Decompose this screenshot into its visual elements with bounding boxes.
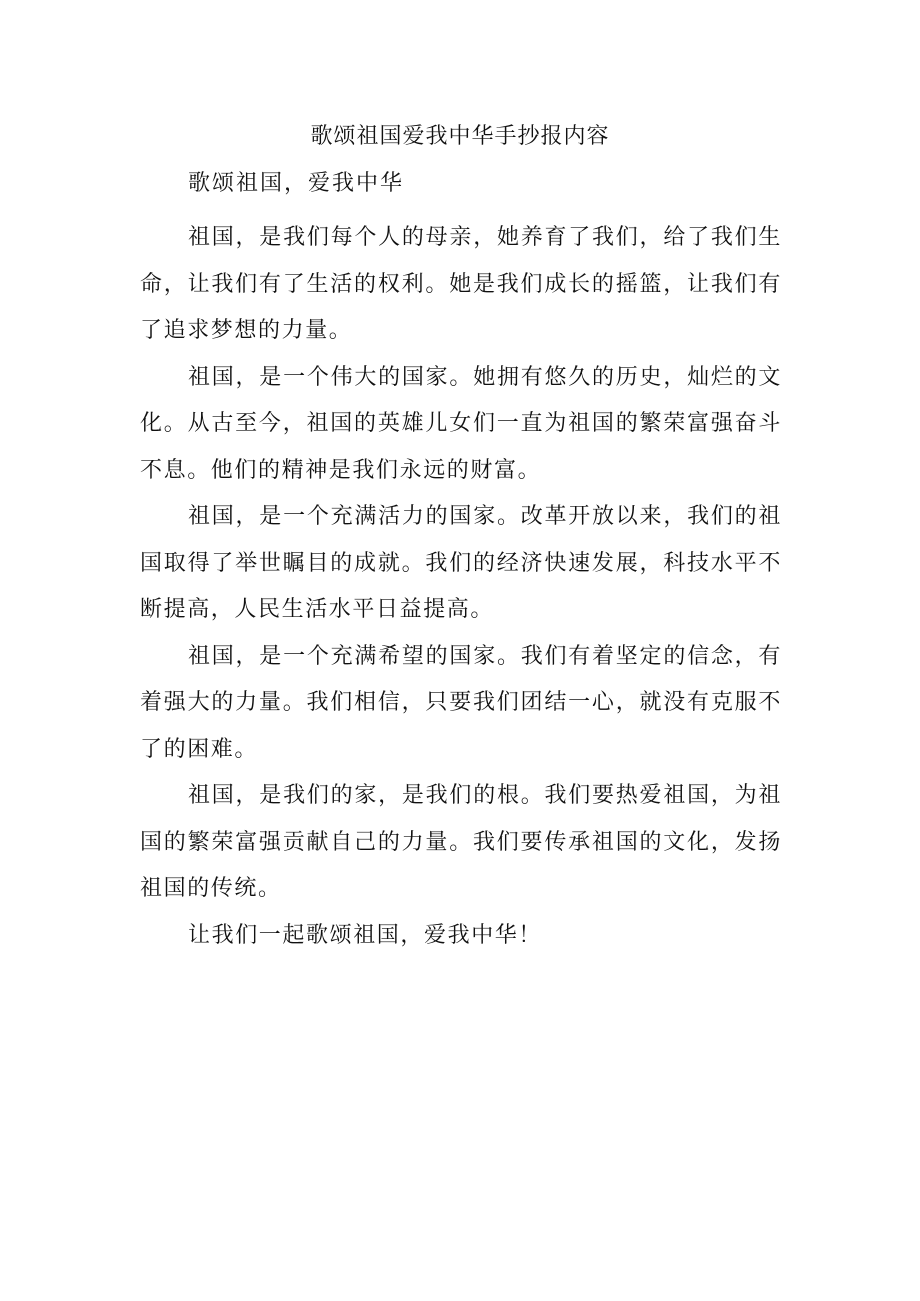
paragraph-6: 让我们一起歌颂祖国，爱我中华！: [188, 922, 543, 948]
document-body: [140, 215, 782, 959]
paragraph-4: 祖国，是一个充满希望的国家。我们有着坚定的信念，有着强大的力量。我们相信，只要我们团结一心，就没有克服不了的困难。: [140, 643, 782, 762]
paragraph-1: 祖国，是我们每个人的母亲，她养育了我们，给了我们生命，让我们有了生活的权利。她是我们成长的摇篮，让我们有了追求梦想的力量。: [140, 225, 782, 343]
document-title: 歌颂祖国爱我中华手抄报内容: [310, 124, 610, 149]
paragraph-2: 祖国，是一个伟大的国家。她拥有悠久的历史，灿烂的文化。从古至今，祖国的英雄儿女们一直为祖国的繁荣富强奋斗不息。他们的精神是我们永远的财富。: [140, 364, 782, 483]
paragraph-5: 祖国，是我们的家，是我们的根。我们要热爱祖国，为祖国的繁荣富强贡献自己的力量。我们要传承祖国的文化，发扬祖国的传统。: [140, 783, 782, 901]
paragraph-3: 祖国，是一个充满活力的国家。改革开放以来，我们的祖国取得了举世瞩目的成就。我们的经济快速发展，科技水平不断提高，人民生活水平日益提高。: [140, 504, 782, 622]
document-subtitle: 歌颂祖国，爱我中华: [188, 171, 405, 196]
